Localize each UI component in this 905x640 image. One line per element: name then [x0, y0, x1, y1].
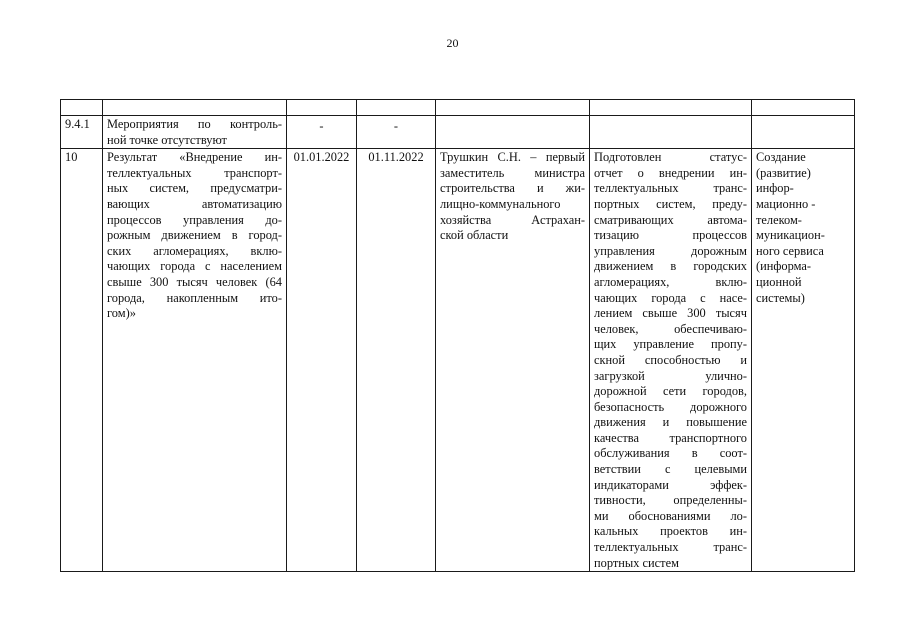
- table-header-row: [61, 100, 855, 116]
- cell-line: Результат «Внедрение ин-: [107, 150, 282, 165]
- cell-line: обслуживания в соот-: [594, 446, 747, 461]
- cell-line: качества транспортного: [594, 430, 747, 445]
- cell-line: хозяйства Астрахан-: [440, 212, 585, 227]
- cell-line: (информа-: [756, 259, 812, 274]
- cell-line: инфор-: [756, 181, 794, 196]
- responsible: [436, 116, 590, 149]
- header-cell: [103, 100, 287, 116]
- cell-line: теллектуальных транс-: [594, 181, 747, 196]
- cell-line: индикаторами эффек-: [594, 477, 747, 492]
- cell-line: заместитель министра: [440, 165, 585, 180]
- row-number: 9.4.1: [61, 116, 103, 149]
- cell-line: лением свыше 300 тысяч: [594, 306, 747, 321]
- cell-line: движения и повышение: [594, 415, 747, 430]
- cell-line: муникацион-: [756, 228, 825, 243]
- header-cell: [590, 100, 752, 116]
- cell-line: чающих города с насе-: [594, 290, 747, 305]
- end-date: 01.11.2022: [357, 149, 436, 572]
- cell-line: ской области: [440, 228, 509, 243]
- cell-line: ной точке отсутствуют: [107, 132, 227, 147]
- cell-line: отчет о внедрении ин-: [594, 165, 747, 180]
- cell-line: (развитие): [756, 165, 811, 180]
- cell-line: Создание: [756, 150, 806, 165]
- header-cell: [752, 100, 855, 116]
- cell-line: теллектуальных транспорт-: [107, 165, 282, 180]
- cell-line: дорожной сети городов,: [594, 384, 747, 399]
- cell-line: Мероприятия по контроль-: [107, 117, 282, 131]
- result-kind: [590, 149, 752, 572]
- cell-line: гом)»: [107, 306, 136, 321]
- cell-line: движением в городских: [594, 259, 747, 274]
- cell-line: ционной: [756, 274, 802, 289]
- cell-line: чающих города с населением: [107, 259, 282, 274]
- cell-line: ми обоснованиями ло-: [594, 508, 747, 523]
- cell-line: щих управление пропу-: [594, 337, 747, 352]
- cell-line: лищно-коммунального: [440, 196, 561, 211]
- cell-line: Подготовлен статус-: [594, 150, 747, 165]
- cell-line: тизацию процессов: [594, 228, 747, 243]
- cell-line: ного сервиса: [756, 243, 824, 258]
- cell-line: ветствии с целевыми: [594, 462, 747, 477]
- cell-line: портных систем: [594, 555, 679, 570]
- cell-line: портных систем, преду-: [594, 196, 747, 211]
- cell-line: Трушкин С.Н. – первый: [440, 150, 585, 165]
- cell-line: свыше 300 тысяч человек (64: [107, 274, 282, 289]
- cell-line: ных систем, предусматри-: [107, 181, 282, 196]
- cell-line: кальных проектов ин-: [594, 524, 747, 539]
- start-date: 01.01.2022: [287, 149, 357, 572]
- cell-line: строительства и жи-: [440, 181, 585, 196]
- result-kind: [590, 116, 752, 149]
- event-name: [103, 149, 287, 572]
- cell-line: тивности, определенны-: [594, 493, 747, 508]
- cell-line: мационно -: [756, 196, 816, 211]
- cell-line: агломерациях, вклю-: [594, 274, 747, 289]
- cell-line: загрузкой улично-: [594, 368, 747, 383]
- cell-line: управления дорожным: [594, 243, 747, 258]
- page-number: 20: [446, 36, 459, 50]
- cell-line: телеком-: [756, 212, 802, 227]
- table-row: [61, 149, 855, 572]
- cell-line: человек, обеспечиваю-: [594, 321, 747, 336]
- cell-line: теллектуальных транс-: [594, 540, 747, 555]
- header-cell: [436, 100, 590, 116]
- responsible: [436, 149, 590, 572]
- plan-table: [60, 99, 855, 572]
- end-date: [357, 116, 436, 149]
- cell-line: города, накопленным ито-: [107, 290, 282, 305]
- start-date: [287, 116, 357, 149]
- start-date-value: -: [319, 119, 324, 133]
- header-cell: [287, 100, 357, 116]
- cell-line: сматривающих автома-: [594, 212, 747, 227]
- header-cell: [61, 100, 103, 116]
- cell-line: процессов управления до-: [107, 212, 282, 227]
- header-cell: [357, 100, 436, 116]
- row-number: 10: [61, 149, 103, 572]
- end-date-value: -: [393, 119, 399, 133]
- event-name: [103, 116, 287, 149]
- cell-line: скной способностью и: [594, 352, 747, 367]
- cell-line: ских агломерациях, вклю-: [107, 243, 282, 258]
- cell-line: вающих автоматизацию: [107, 196, 282, 211]
- info-system: [752, 149, 855, 572]
- cell-line: рожным движением в город-: [107, 228, 282, 243]
- table-row: [61, 116, 855, 149]
- cell-line: системы): [756, 290, 805, 305]
- cell-line: безопасность дорожного: [594, 399, 747, 414]
- info-system: [752, 116, 855, 149]
